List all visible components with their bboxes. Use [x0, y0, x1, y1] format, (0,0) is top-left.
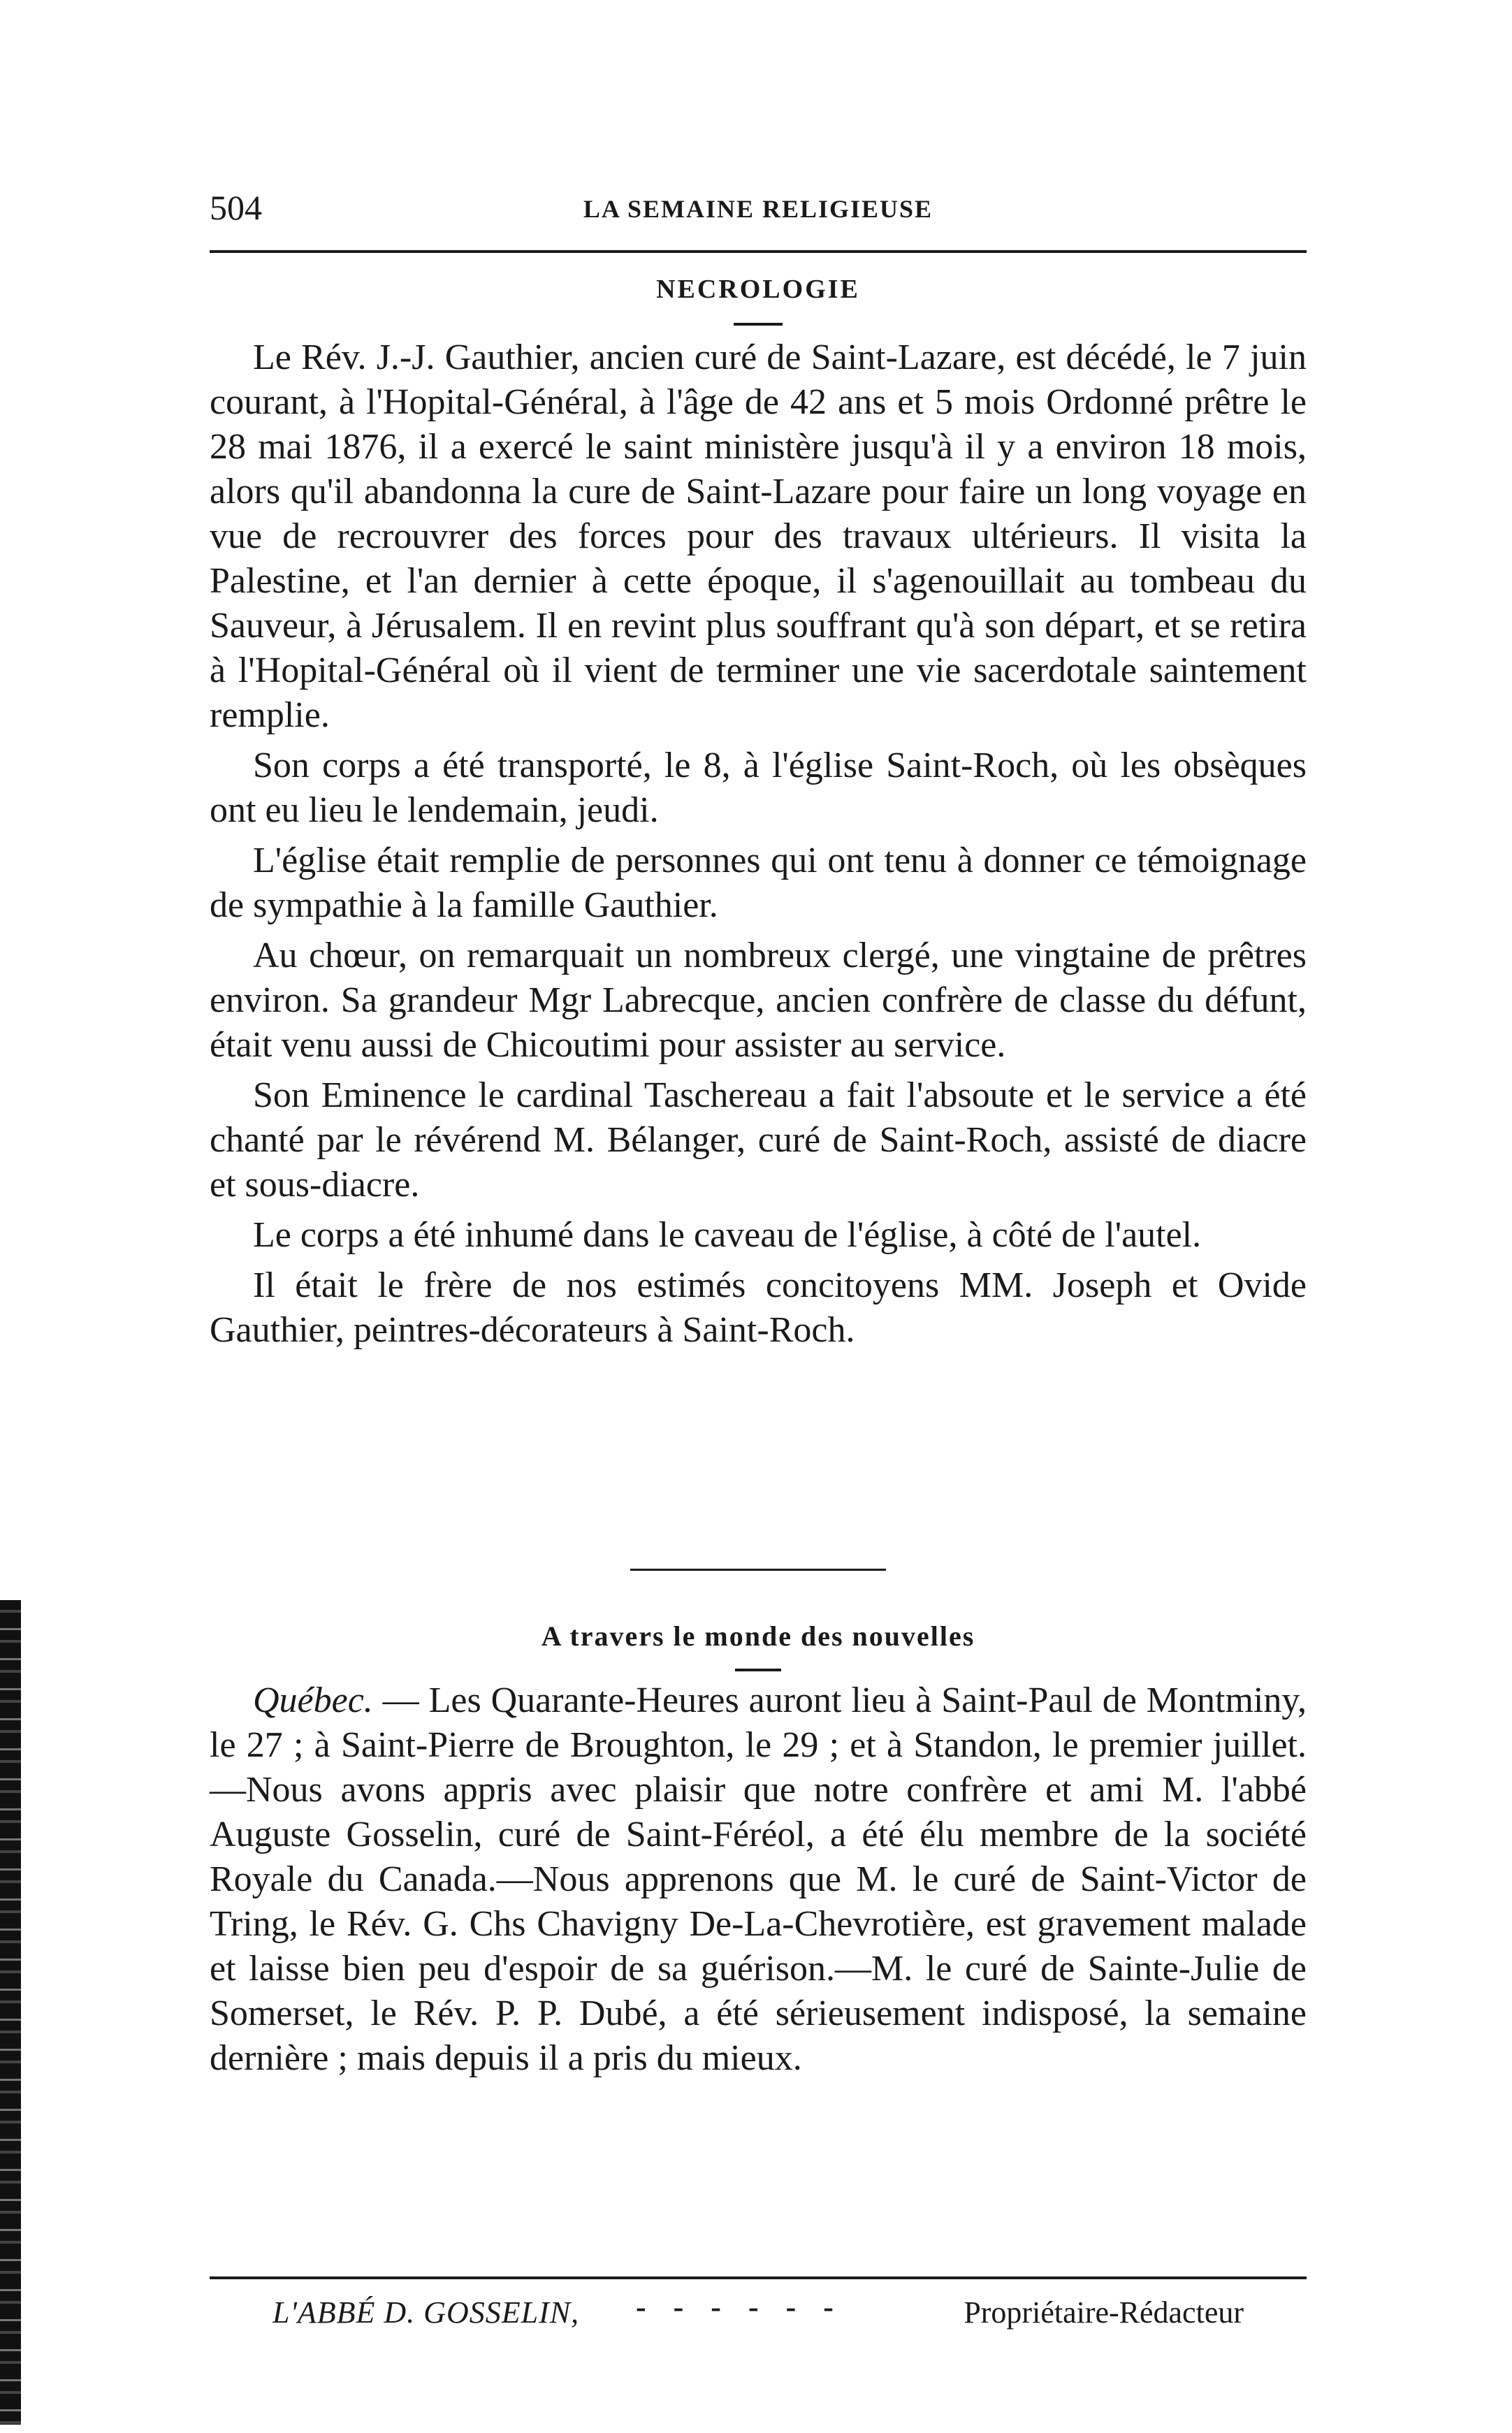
section-divider	[630, 1569, 886, 1571]
paragraph	[210, 1678, 1307, 2081]
necrologie-heading: NECROLOGIE	[656, 275, 860, 304]
paragraph: Il était le frère de nos estimés concitoyens MM. Joseph et Ovide Gauthier, peintres-décorateurs à Saint-Roch.	[210, 1265, 1307, 1350]
footer-leader-dots: - - - - - -	[636, 2290, 843, 2324]
footer-author: L'ABBÉ D. GOSSELIN,	[272, 2295, 580, 2330]
necrologie-body	[210, 335, 1307, 1358]
paragraph: Son corps a été transporté, le 8, à l'église Saint-Roch, où les obsèques ont eu lieu le lendemain, jeudi.	[210, 746, 1307, 830]
paragraph: Au chœur, on remarquait un nombreux clergé, une vingtaine de prêtres environ. Sa grandeur Mgr Labrecque, ancien confrère de classe du défunt, était venu aussi de Chicoutimi pour assister au service.	[210, 936, 1307, 1065]
place-name: Québec.	[253, 1680, 373, 1720]
paragraph: Le corps a été inhumé dans le caveau de l'église, à côté de l'autel.	[253, 1215, 1202, 1255]
nouvelles-body	[210, 1678, 1307, 2086]
paragraph: L'église était remplie de personnes qui ont tenu à donner ce témoignage de sympathie à la famille Gauthier.	[210, 841, 1307, 925]
scan-edge-strip	[0, 1600, 21, 2425]
footer-role: Propriétaire-Rédacteur	[964, 2295, 1244, 2330]
footer	[210, 2290, 1307, 2337]
heading-dash	[734, 323, 783, 326]
running-head	[210, 187, 1307, 236]
nouvelles-heading: A travers le monde des nouvelles	[541, 1620, 975, 1652]
page-number: 504	[210, 188, 262, 227]
heading-dash	[735, 1669, 781, 1671]
paragraph: Le Rév. J.-J. Gauthier, ancien curé de Saint-Lazare, est décédé, le 7 juin courant, à l'Hopital-Général, à l'âge de 42 ans et 5 mois Ordonné prêtre le 28 mai 1876, il a exercé le saint ministère jusqu'à il y a environ 18 mois, alors qu'il abandonna la cure de Saint-Lazare pour faire un long voyage en vue de recrouvrer des forces pour des travaux ultérieurs. Il visita la Palestine, et l'an dernier à cette époque, il s'agenouillait au tombeau du Sauveur, à Jérusalem. Il en revint plus souffrant qu'à son départ, et se retira à l'Hopital-Général où il vient de terminer une vie sacerdotale saintement remplie.	[210, 337, 1307, 735]
header-rule	[210, 250, 1307, 253]
running-title: LA SEMAINE RELIGIEUSE	[583, 195, 933, 223]
paragraph: Son Eminence le cardinal Taschereau a fait l'absoute et le service a été chanté par le révérend M. Bélanger, curé de Saint-Roch, assisté de diacre et sous-diacre.	[210, 1075, 1307, 1205]
footer-rule	[210, 2276, 1307, 2279]
news-text: — Les Quarante-Heures auront lieu à Saint-Paul de Montminy, le 27 ; à Saint-Pierre de Broughton, le 29 ; et à Standon, le premier juillet.—Nous avons appris avec plaisir que notre confrère et ami M. l'abbé Auguste Gosselin, curé de Saint-Féréol, a été élu membre de la société Royale du Canada.—Nous apprenons que M. le curé de Saint-Victor de Tring, le Rév. G. Chs Chavigny De-La-Chevrotière, est gravement malade et laisse bien peu d'espoir de sa guérison.—M. le curé de Sainte-Julie de Somerset, le Rév. P. P. Dubé, a été sérieusement indisposé, la semaine dernière ; mais depuis il a pris du mieux.	[210, 1680, 1307, 2078]
